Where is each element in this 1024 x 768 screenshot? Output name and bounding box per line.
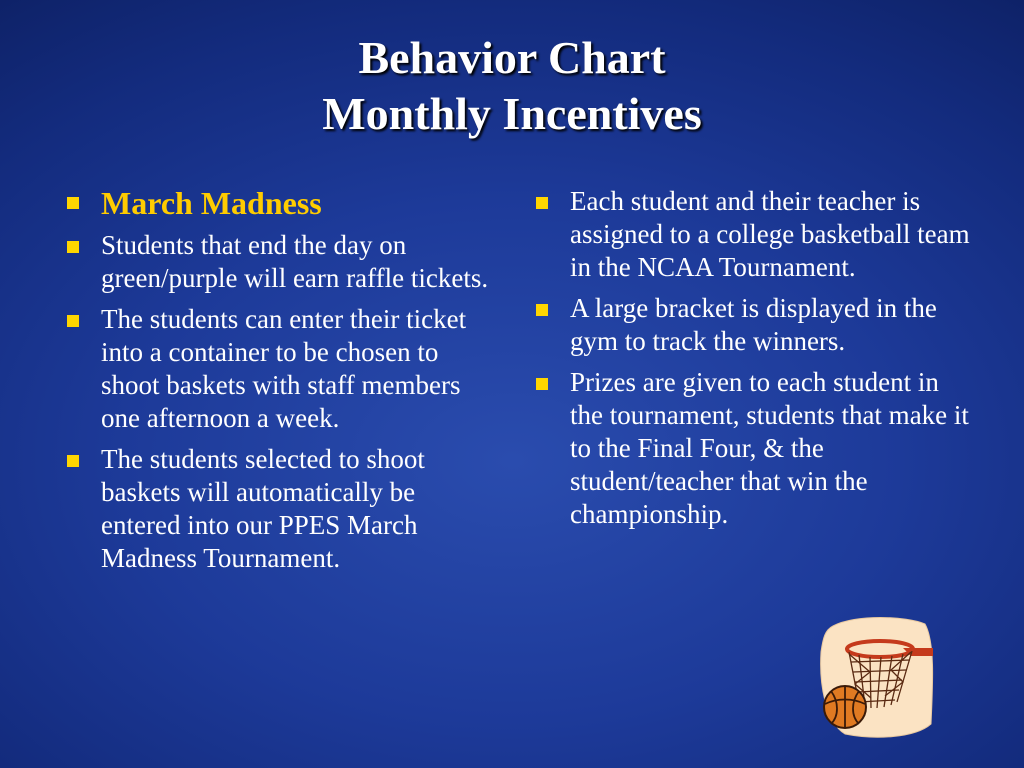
title-line-1: Behavior Chart bbox=[358, 32, 666, 83]
left-column-list bbox=[64, 185, 494, 583]
basketball-hoop-icon bbox=[815, 612, 935, 742]
list-item-text: Prizes are given to each student in the tournament, students that make it to the Final Four, & the student/teacher that win the championship. bbox=[570, 367, 969, 529]
list-item bbox=[533, 366, 973, 531]
list-item bbox=[64, 229, 494, 295]
list-item-text: The students can enter their ticket into a container to be chosen to shoot baskets with staff members one afternoon a week. bbox=[101, 304, 467, 433]
right-column-list bbox=[533, 185, 973, 539]
square-bullet-icon bbox=[67, 455, 79, 467]
list-item bbox=[64, 303, 494, 435]
list-item bbox=[533, 185, 973, 284]
list-item bbox=[64, 443, 494, 575]
list-item-text: Students that end the day on green/purple will earn raffle tickets. bbox=[101, 230, 489, 293]
square-bullet-icon bbox=[67, 315, 79, 327]
square-bullet-icon bbox=[536, 197, 548, 209]
list-item-text: A large bracket is displayed in the gym to track the winners. bbox=[570, 293, 937, 356]
slide-title bbox=[0, 30, 1024, 142]
square-bullet-icon bbox=[536, 304, 548, 316]
title-line-2: Monthly Incentives bbox=[322, 88, 702, 139]
list-item-text: The students selected to shoot baskets will automatically be entered into our PPES March Madness Tournament. bbox=[101, 444, 425, 573]
list-item-text: Each student and their teacher is assigned to a college basketball team in the NCAA Tournament. bbox=[570, 186, 970, 282]
list-item-text: March Madness bbox=[101, 185, 322, 221]
list-item bbox=[533, 292, 973, 358]
square-bullet-icon bbox=[67, 197, 79, 209]
list-item bbox=[64, 185, 494, 221]
square-bullet-icon bbox=[67, 241, 79, 253]
square-bullet-icon bbox=[536, 378, 548, 390]
